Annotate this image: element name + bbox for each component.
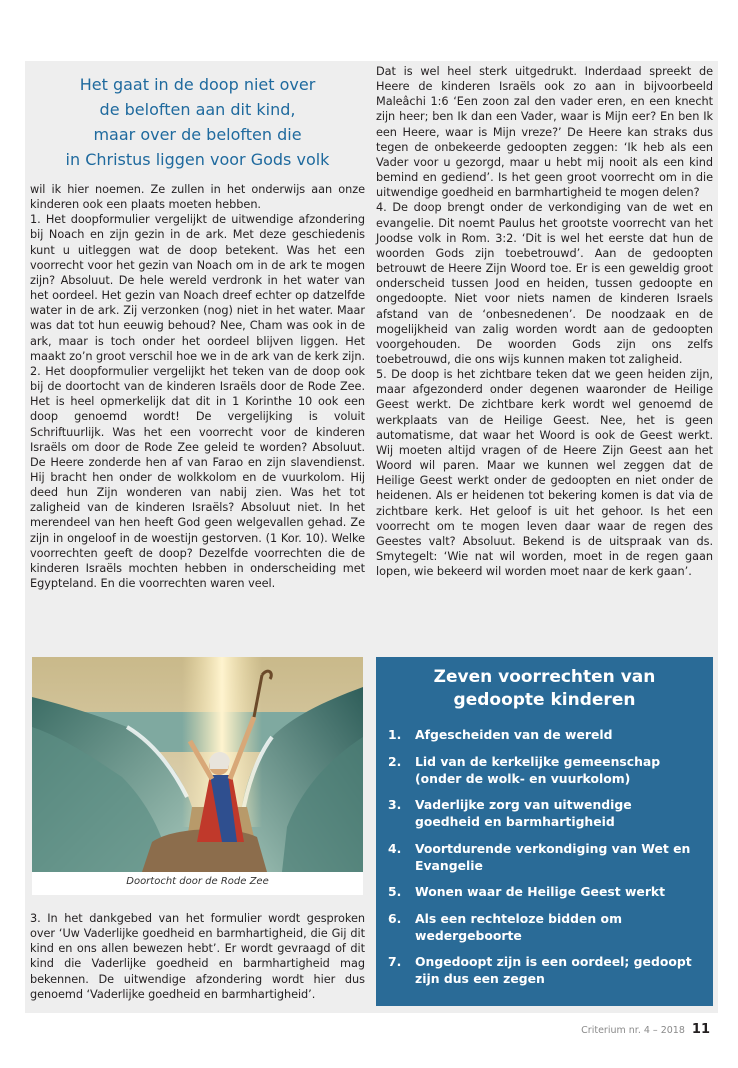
list-item-number: 3.	[388, 797, 402, 812]
body-paragraph: wil ik hier noemen. Ze zullen in het onderwijs aan onze kinderen ook een plaats moeten hebben.	[30, 183, 365, 212]
list-item	[376, 910, 713, 944]
list-item-number: 1.	[388, 727, 402, 742]
list-item	[376, 883, 713, 900]
right-column	[376, 64, 713, 579]
body-paragraph: 5. De doop is het zichtbare teken dat we geen heiden zijn, maar afgezonderd onder degenen waaronder de Heilige Geest werkt. De zichtbare kerk wordt wel genoemd de werkplaats van de Heilige Geest. Nee, het is geen automatisme, dat waar het Woord is ook de Geest werkt. Wij moeten altijd vragen of de Heere Zijn Geest aan het Woord wil paren. Maar we kunnen wel zeggen dat de Heilige Geest werkt onder de gedoopten en niet onder de heidenen. Als er heidenen tot bekering komen is dat via de zichtbare kerk. Het geloof is uit het gehoor. Is het een voorrecht om te mogen leven daar waar de regen des Geestes valt? Absoluut. Bekend is de uitspraak van ds. Smytegelt: ‘Wie nat wil worden, moet in de regen gaan lopen, wie bekeerd wil worden moet naar de kerk gaan’.	[376, 368, 713, 579]
pull-quote	[30, 72, 365, 172]
left-column	[30, 64, 365, 591]
list-item	[376, 753, 713, 787]
left-column-lower	[30, 911, 365, 1002]
list-item-number: 7.	[388, 954, 402, 969]
list-item-number: 2.	[388, 753, 402, 769]
pull-quote-line: de beloften aan dit kind,	[99, 100, 296, 119]
list-item-text: Voortdurende verkondiging van Wet en Evangelie	[415, 840, 691, 873]
list-item	[376, 726, 713, 743]
box-title-line: gedoopte kinderen	[453, 690, 636, 710]
red-sea-illustration	[32, 657, 363, 895]
list-item-number: 6.	[388, 910, 402, 926]
list-item-text: Vaderlijke zorg van uitwendige goedheid en barmhartigheid	[415, 797, 632, 829]
list-item	[376, 840, 713, 874]
list-item-text: Lid van de kerkelijke gemeenschap (onder de wolk- en vuurkolom)	[415, 753, 661, 786]
list-item-text: Ongedoopt zijn is een oordeel; gedoopt zijn dus een zegen	[415, 954, 692, 986]
list-item	[376, 796, 713, 830]
body-paragraph: 1. Het doopformulier vergelijkt de uitwendige afzondering bij Noach en zijn gezin in de ark. Met deze geschiedenis kunt u uitleggen wat de doop betekent. Was het een voorrecht voor het gezin van Noach om in de ark te mogen zijn? Absoluut. De hele wereld verdronk in het water van het oordeel. Het gezin van Noach dreef echter op datzelfde water in de ark. Zij verzonken (nog) niet in het water. Maar was dat tot hun eeuwig behoud? Nee, Cham was ook in de ark, maar is toch onder het oordeel blijven liggen. Het maakt zo’n groot verschil hoe we in de ark van de kerk zijn.	[30, 213, 366, 363]
box-title-line: Zeven voorrechten van	[433, 667, 656, 687]
body-paragraph: 2. Het doopformulier vergelijkt het teken van de doop ook bij de doortocht van de kinderen Israëls door de Rode Zee. Het is heel opmerkelijk dat dit in 1 Korinthe 10 ook een doop genoemd wordt! De vergelijking is voluit Schriftuurlijk. Was het een voorrecht voor de kinderen Israëls om door de Rode Zee geleid te worden? Absoluut. De Heere zonderde hen af van Farao en zijn slavendienst. Hij bracht hen onder de wolkkolom en de vuurkolom. Hij deed hun Zijn wonderen van nabij zien. Was het tot zaligheid van de kinderen Israëls? Absoluut niet. In het merendeel van hen heeft God geen welgevallen gehad. Ze zijn in ongeloof in de woestijn gestorven. (1 Kor. 10). Welke voorrechten geeft de doop? Dezelfde voorrechten die de kinderen Israëls mochten hebben in onderscheiding met Egypteland. En die voorrechten waren veel.	[30, 364, 365, 591]
pull-quote-line: Het gaat in de doop niet over	[79, 75, 316, 94]
list-item-number: 4.	[388, 840, 402, 856]
list-item	[376, 953, 713, 987]
privileges-box	[376, 657, 713, 1006]
issue-label: Criterium nr. 4 – 2018	[581, 1025, 685, 1036]
body-paragraph: 3. In het dankgebed van het formulier wordt gesproken over ‘Uw Vaderlijke goedheid en barmhartigheid, die Gij dit kind en ons allen bewezen hebt’. Er wordt gevraagd of dit kind die Vaderlijke goedheid en barmhartigheid mag bekennen. De uitwendige afzondering wordt hier dus genoemd ‘Vaderlijke goedheid en barmhartigheid’.	[30, 912, 365, 1001]
list-item-text: Wonen waar de Heilige Geest werkt	[415, 884, 666, 899]
body-paragraph: Dat is wel heel sterk uitgedrukt. Inderdaad spreekt de Heere de kinderen Israëls ook zo aan in bijvoorbeeld Maleâchi 1:6 ‘Een zoon zal den vader eren, en een knecht zijn heer; ben Ik dan een Vader, waar is Mijn eer? En ben Ik een Heere, waar is Mijn vreze?’ De Heere kan straks dus tegen de onbekeerde gedoopten zeggen: ‘Ik heb als een Vader voor u gezorgd, maar u hebt mij nooit als een kind bemind en gediend’. Is het geen groot voorrecht om in die uitwendige goedheid en barmhartigheid te mogen delen?	[376, 65, 713, 200]
pull-quote-line: in Christus liggen voor Gods volk	[65, 150, 330, 169]
body-paragraph: 4. De doop brengt onder de verkondiging van de wet en evangelie. Dit noemt Paulus het grootste voorrecht van het Joodse volk in Rom. 3:2. ‘Dit is wel het eerste dat hun de woorden Gods zijn toebetrouwd’. Aan de gedoopten betrouwt de Heere Zijn Woord toe. Er is een geweldig groot onderscheid tussen Jood en heiden, tussen gedoopte en ongedoopte. Niet voor niets namen de kinderen Israels afstand van de ‘onbesnedenen’. De noodzaak en de mogelijkheid van zalig worden wordt aan de gedoopten voorgehouden. De woorden Gods zijn ons zelfs toebetrouwd, die ons wijs kunnen maken tot zaligheid.	[376, 201, 713, 366]
page-number: 11	[691, 1022, 710, 1037]
page-footer	[581, 1022, 710, 1037]
list-item-text: Afgescheiden van de wereld	[415, 727, 613, 742]
privileges-list	[376, 726, 713, 987]
pull-quote-line: maar over de beloften die	[93, 125, 302, 144]
box-title	[376, 657, 713, 712]
list-item-number: 5.	[388, 884, 402, 899]
list-item-text: Als een rechteloze bidden om wedergeboorte	[415, 910, 622, 943]
image-caption: Doortocht door de Rode Zee	[126, 876, 269, 887]
red-sea-painting	[32, 657, 363, 872]
